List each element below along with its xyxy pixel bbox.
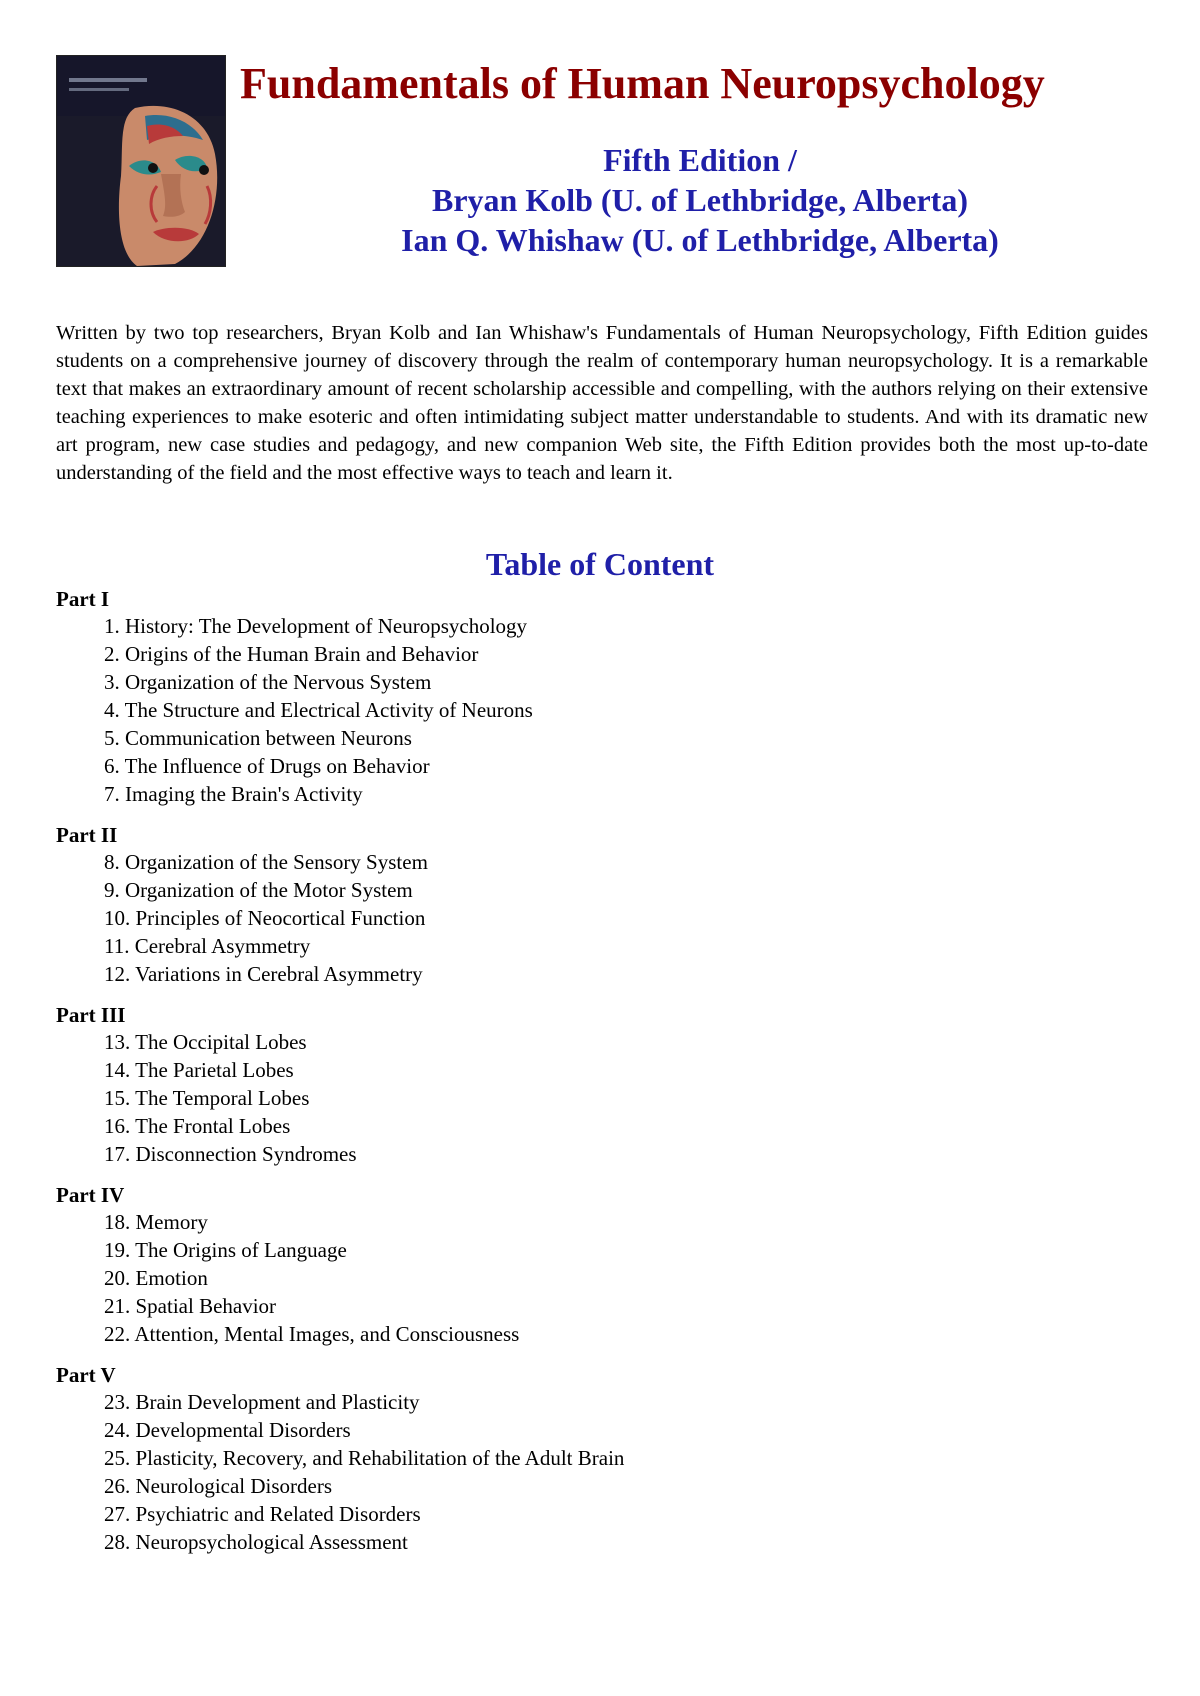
toc-part	[56, 1182, 1156, 1348]
edition-label: Fifth Edition /	[603, 142, 797, 178]
chapter-item: 1. History: The Development of Neuropsychology	[104, 614, 528, 638]
chapter-item: 26. Neurological Disorders	[104, 1474, 333, 1498]
part-label: Part V	[56, 1363, 116, 1387]
chapter-item: 8. Organization of the Sensory System	[104, 850, 428, 874]
page-title: Fundamentals of Human Neuropsychology	[240, 59, 1045, 108]
part-label: Part IV	[56, 1183, 125, 1207]
chapter-item: 19. The Origins of Language	[104, 1238, 347, 1262]
toc-part	[56, 822, 1156, 988]
toc-part	[56, 1002, 1156, 1168]
chapter-item: 27. Psychiatric and Related Disorders	[104, 1502, 421, 1526]
chapter-item: 6. The Influence of Drugs on Behavior	[104, 754, 430, 778]
part-label: Part II	[56, 823, 118, 847]
chapter-item: 20. Emotion	[104, 1266, 208, 1290]
chapter-item: 5. Communication between Neurons	[104, 726, 412, 750]
chapter-item: 28. Neuropsychological Assessment	[104, 1530, 408, 1554]
chapter-item: 14. The Parietal Lobes	[104, 1058, 294, 1082]
chapter-item: 25. Plasticity, Recovery, and Rehabilitation of the Adult Brain	[104, 1446, 625, 1470]
table-of-contents	[56, 586, 1156, 1570]
book-cover-image	[56, 55, 226, 267]
chapter-item: 15. The Temporal Lobes	[104, 1086, 310, 1110]
chapter-item: 18. Memory	[104, 1210, 208, 1234]
part-label: Part III	[56, 1003, 126, 1027]
chapter-item: 2. Origins of the Human Brain and Behavior	[104, 642, 479, 666]
chapter-list	[56, 612, 1156, 808]
chapter-item: 17. Disconnection Syndromes	[104, 1142, 357, 1166]
chapter-item: 4. The Structure and Electrical Activity of Neurons	[104, 698, 533, 722]
chapter-item: 9. Organization of the Motor System	[104, 878, 413, 902]
author-2: Ian Q. Whishaw (U. of Lethbridge, Alberta)	[401, 222, 999, 258]
intro-paragraph: Written by two top researchers, Bryan Kolb and Ian Whishaw's Fundamentals of Human Neuropsychology, Fifth Edition guides students on a comprehensive journey of discovery through the realm of contemporary human neuropsychology. It is a remarkable text that makes an extraordinary amount of recent scholarship accessible and compelling, with the authors relying on their extensive teaching experiences to make esoteric and often intimidating subject matter understandable to students. And with its dramatic new art program, new case studies and pedagogy, and new companion Web site, the Fifth Edition provides both the most up-to-date understanding of the field and the most effective ways to teach and learn it.	[56, 322, 1148, 484]
chapter-item: 16. The Frontal Lobes	[104, 1114, 291, 1138]
chapter-item: 7. Imaging the Brain's Activity	[104, 782, 363, 806]
chapter-item: 23. Brain Development and Plasticity	[104, 1390, 420, 1414]
chapter-item: 21. Spatial Behavior	[104, 1294, 277, 1318]
author-1: Bryan Kolb (U. of Lethbridge, Alberta)	[432, 182, 968, 218]
part-label: Part I	[56, 587, 110, 611]
chapter-list	[56, 848, 1156, 988]
chapter-item: 24. Developmental Disorders	[104, 1418, 351, 1442]
chapter-list	[56, 1388, 1156, 1556]
toc-part	[56, 1362, 1156, 1556]
mask-illustration	[57, 56, 225, 266]
chapter-item: 10. Principles of Neocortical Function	[104, 906, 426, 930]
chapter-list	[56, 1028, 1156, 1168]
chapter-item: 13. The Occipital Lobes	[104, 1030, 307, 1054]
chapter-item: 12. Variations in Cerebral Asymmetry	[104, 962, 423, 986]
chapter-item: 11. Cerebral Asymmetry	[104, 934, 311, 958]
chapter-item: 22. Attention, Mental Images, and Consciousness	[104, 1322, 520, 1346]
chapter-item: 3. Organization of the Nervous System	[104, 670, 432, 694]
book-metadata	[240, 140, 1160, 260]
chapter-list	[56, 1208, 1156, 1348]
toc-part	[56, 586, 1156, 808]
toc-heading: Table of Content	[485, 546, 715, 582]
